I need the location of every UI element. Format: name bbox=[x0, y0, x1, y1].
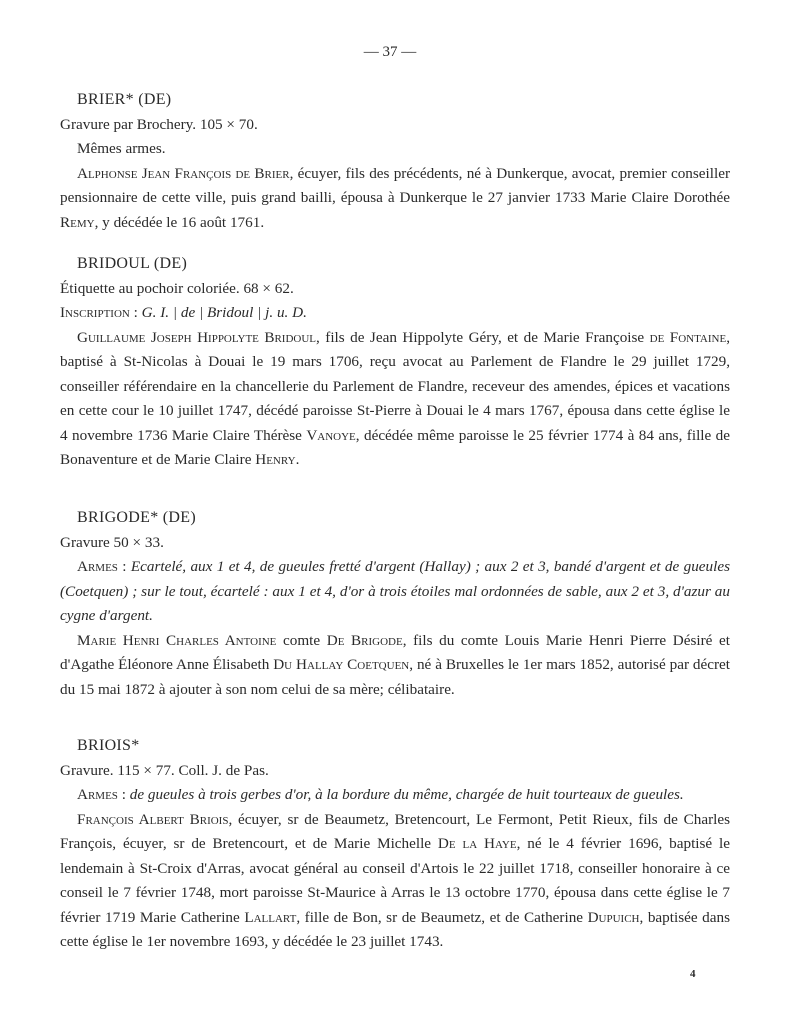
spouse-name: Remy bbox=[60, 213, 95, 231]
engraving-line: Gravure. 115 × 77. Coll. J. de Pas. bbox=[60, 761, 269, 779]
mother-name: Du Hallay Coetquen bbox=[273, 656, 410, 673]
biography-text: , baptisée dans cette église le 1er novembre 1693, y décédée le 23 juillet 1743. bbox=[60, 908, 730, 950]
page-number: — 37 — bbox=[363, 44, 417, 60]
biography-text: comte bbox=[276, 631, 327, 649]
mother-name: De la Haye bbox=[437, 835, 517, 852]
arms-label: Armes : bbox=[77, 786, 126, 803]
biography-text: , écuyer, sr de Beaumetz, Bretencourt, Le Fermont, Petit Rieux, fils de Charles François, écuyer, sr de Bretencourt, et de Marie Michelle bbox=[60, 810, 730, 852]
arms-label: Armes : bbox=[77, 558, 127, 575]
title-name: De Brigode bbox=[326, 631, 403, 649]
label-line: Étiquette au pochoir coloriée. 68 × 62. bbox=[60, 279, 294, 297]
signature-mark: 4 bbox=[690, 968, 696, 980]
person-name: Alphonse Jean François de Brier bbox=[77, 164, 290, 182]
biography-text: . bbox=[295, 451, 300, 468]
biography-text: , fils du comte Louis Marie Henri Pierre Désiré et d'Agathe Éléonore Anne Élisabeth bbox=[60, 631, 730, 673]
biography-text: , baptisé à St-Nicolas à Douai le 19 mars 1706, reçu avocat au Parlement de Flandre le 29 juillet 1729, conseiller référendaire en la chancellerie du Parlement de Flandre, receveur des amendes, épices et vacations en cette cour le 10 juillet 1747, décédé paroisse St-Pierre à Douai le 4 mars 1767, épousa dans cette église le 4 novembre 1736 Marie Claire Thérèse bbox=[60, 328, 730, 444]
biography-text: , écuyer, fils des précédents, né à Dunkerque, avocat, premier conseiller pensionnaire de cette ville, puis grand bailli, épousa à Dunkerque le 27 janvier 1733 Marie Claire Dorothée bbox=[60, 164, 730, 206]
spouse-mother-name: Dupuich bbox=[587, 908, 640, 926]
biography-paragraph bbox=[60, 629, 730, 703]
spouse-name: Vanoye bbox=[306, 426, 356, 444]
entry-brier bbox=[60, 88, 730, 235]
inscription-label: Inscription : bbox=[60, 304, 138, 321]
biography-text: , fille de Bon, sr de Beaumetz, et de Catherine bbox=[296, 908, 588, 926]
arms-line: Mêmes armes. bbox=[77, 140, 166, 157]
arms-blazon: Ecartelé, aux 1 et 4, de gueules fretté d'argent (Hallay) ; aux 2 et 3, bandé d'argent et de gueules (Coetquen) ; sur le tout, écartelé : aux 1 et 4, d'or à trois étoiles mal ordonnées de sable, aux 2 et 3, d'azur au cygne d'argent. bbox=[60, 558, 730, 624]
biography-text: , y décédée le 16 août 1761. bbox=[94, 213, 265, 231]
person-name: François Albert Briois bbox=[77, 810, 229, 828]
spouse-mother-name: Henry bbox=[255, 451, 296, 468]
biography-paragraph bbox=[60, 808, 730, 955]
biography-text: , décédée même paroisse le 25 février 1774 à 84 ans, fille de Bonaventure et de Marie Claire bbox=[60, 426, 730, 468]
arms-paragraph bbox=[60, 555, 730, 629]
entry-heading: BRIDOUL (DE) bbox=[77, 255, 188, 272]
inscription-line bbox=[60, 301, 730, 326]
mother-name: de Fontaine bbox=[649, 328, 727, 346]
person-name: Guillaume Joseph Hippolyte Bridoul bbox=[77, 328, 317, 346]
entry-heading: BRIER* (DE) bbox=[77, 91, 172, 108]
biography-paragraph bbox=[60, 162, 730, 236]
arms-blazon: de gueules à trois gerbes d'or, à la bordure du même, chargée de huit tourteaux de gueules. bbox=[129, 786, 684, 803]
inscription-text: G. I. | de | Bridoul | j. u. D. bbox=[141, 304, 307, 321]
entry-heading: BRIOIS* bbox=[77, 737, 140, 754]
arms-paragraph bbox=[60, 783, 730, 808]
spouse-name: Lallart bbox=[244, 908, 297, 926]
entry-bridoul bbox=[60, 252, 730, 473]
person-name: Marie Henri Charles Antoine bbox=[77, 631, 277, 649]
engraving-line: Gravure 50 × 33. bbox=[60, 533, 164, 551]
entry-brigode bbox=[60, 506, 730, 702]
biography-paragraph bbox=[60, 326, 730, 473]
engraving-line: Gravure par Brochery. 105 × 70. bbox=[60, 115, 258, 133]
entry-briois bbox=[60, 734, 730, 955]
biography-text: , né à Bruxelles le 1er mars 1852, autorisé par décret du 15 mai 1872 à ajouter à son nom celui de sa mère; célibataire. bbox=[60, 656, 731, 698]
entry-heading: BRIGODE* (DE) bbox=[77, 509, 196, 526]
biography-text: , fils de Jean Hippolyte Géry, et de Marie Françoise bbox=[316, 328, 650, 346]
biography-text: , né le 4 février 1696, baptisé le lendemain à St-Croix d'Arras, avocat général au conseil d'Artois le 22 juillet 1718, conseiller honoraire à ce conseil le 7 février 1748, mort paroisse St-Maurice à Arras le 13 octobre 1770, épousa dans cette église le 7 février 1719 Marie Catherine bbox=[60, 835, 730, 926]
